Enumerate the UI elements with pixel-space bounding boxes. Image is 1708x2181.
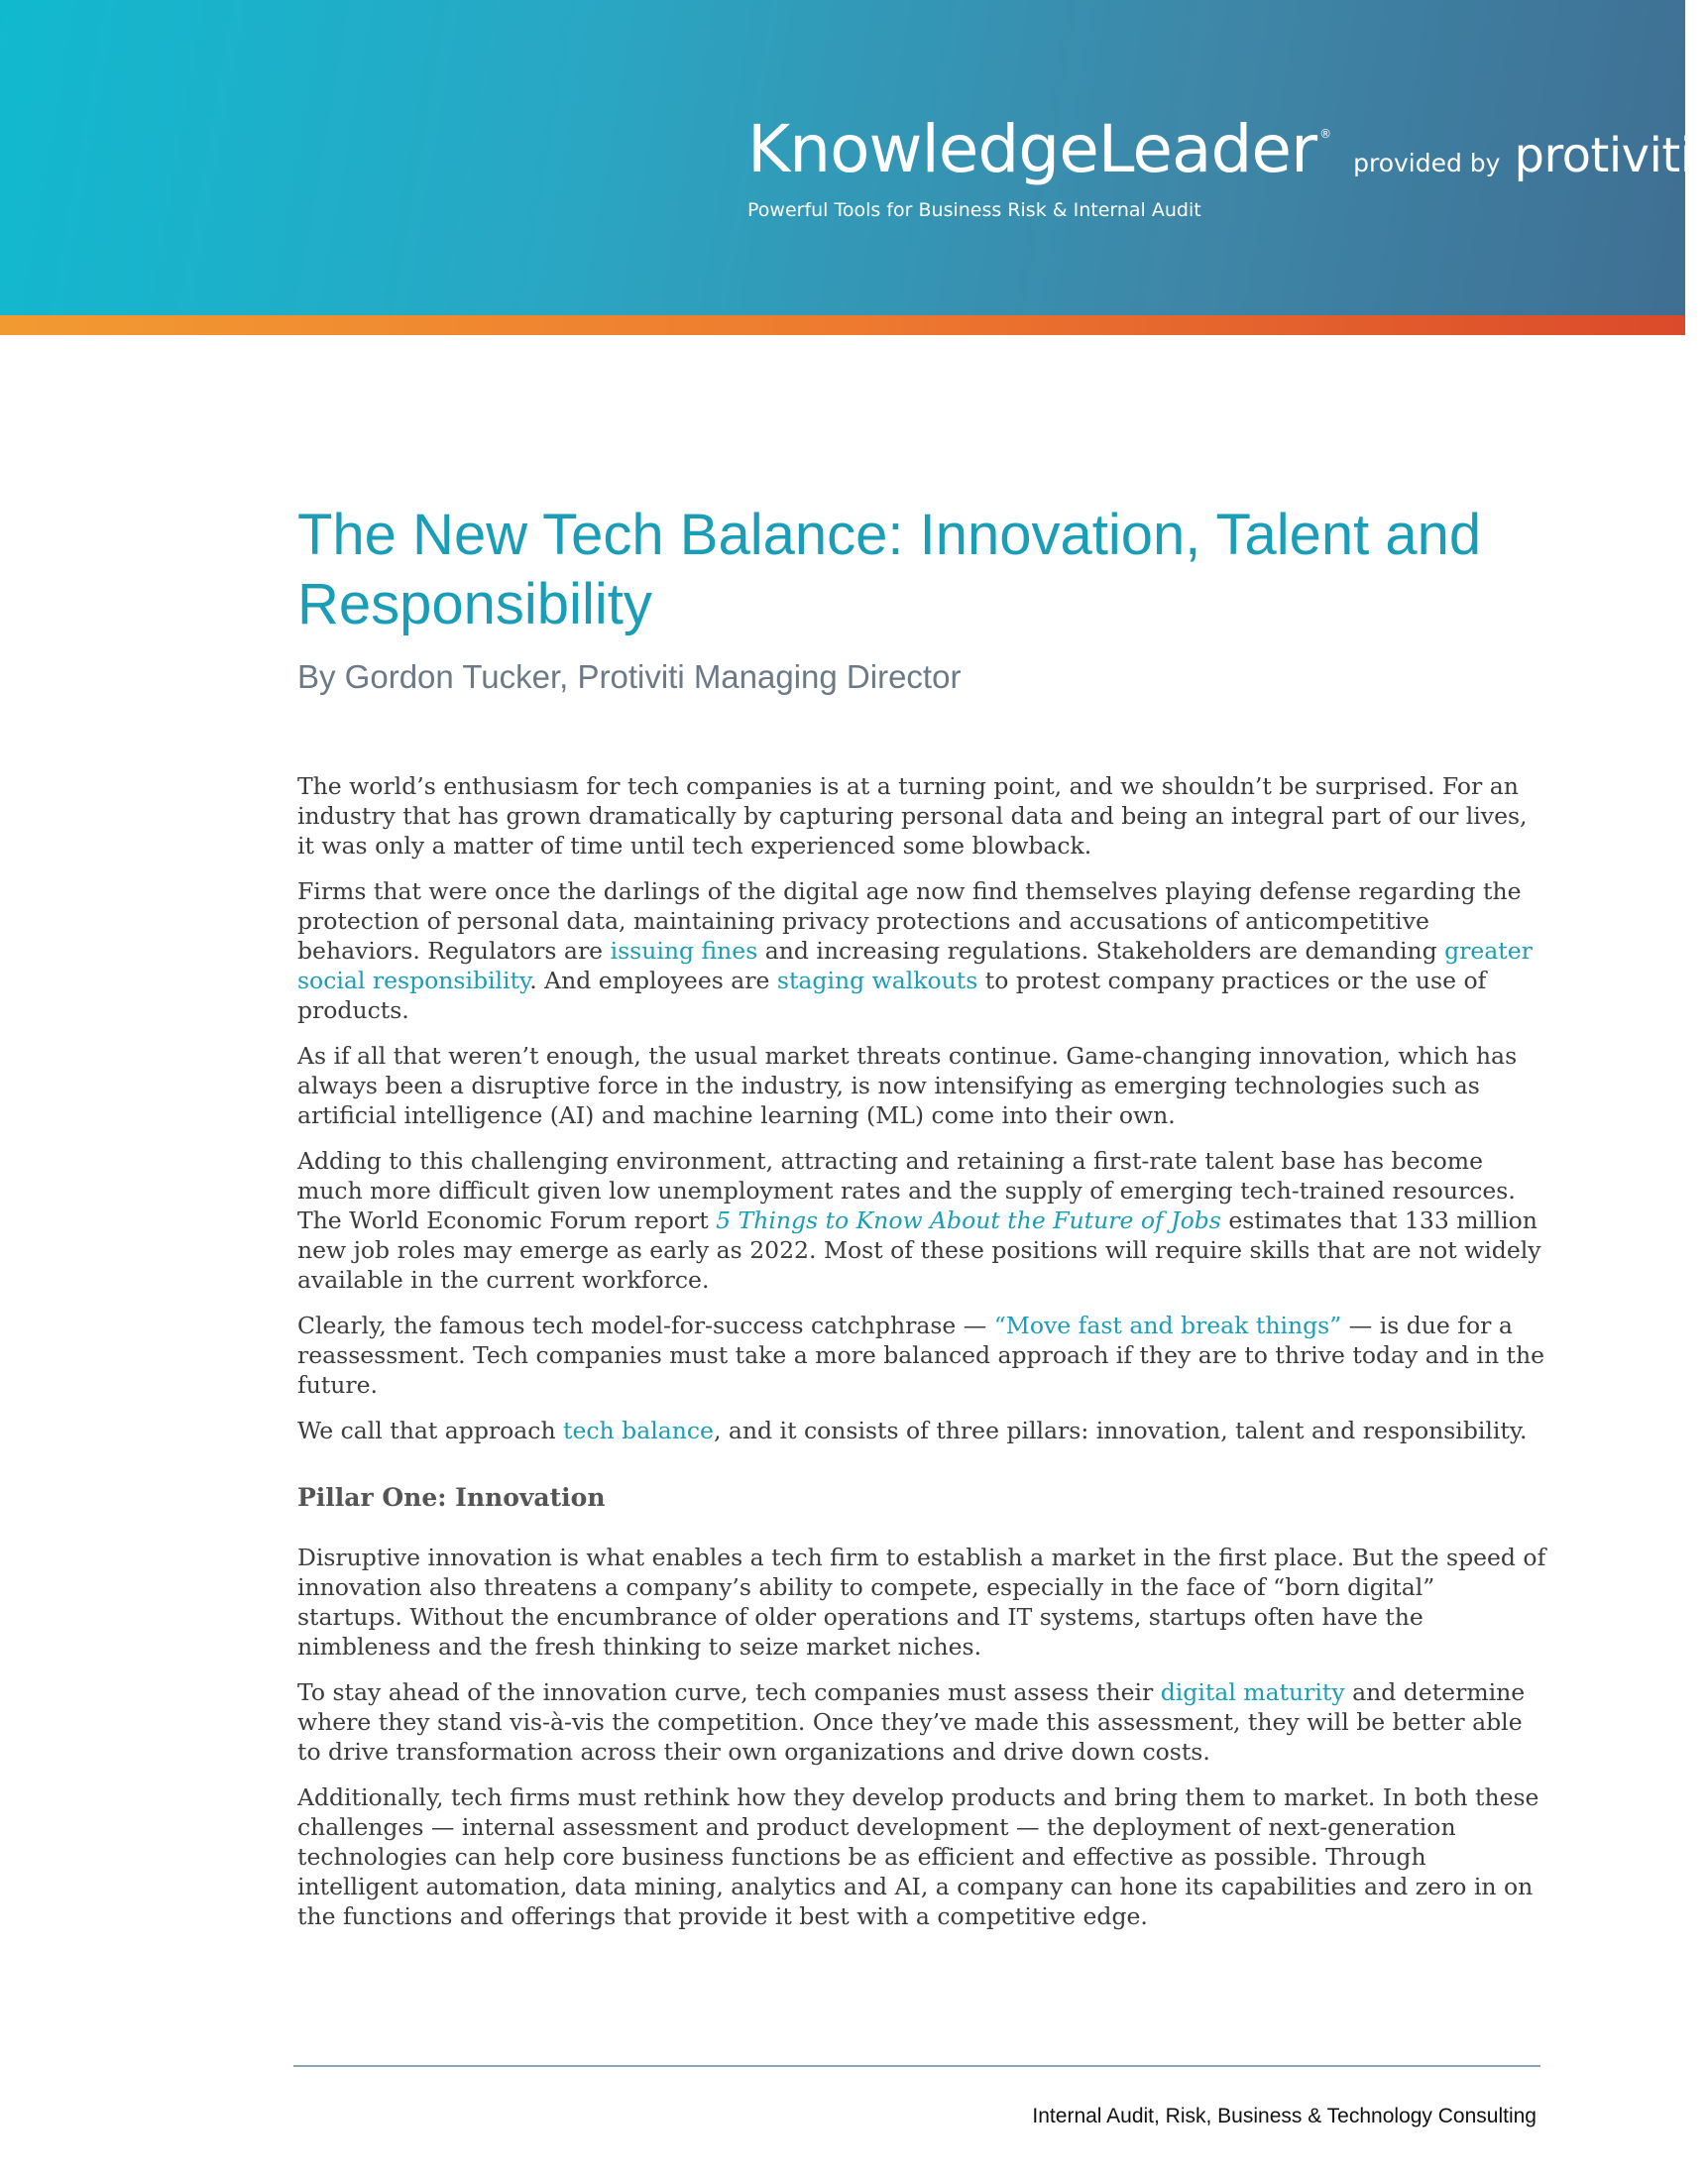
paragraph-9: Additionally, tech firms must rethink how they develop products and bring them to market. In both these challenges — internal assessment and product development — the deployment of next-generation technologies can help core business functions be as efficient and effective as possible. Through intelligent automation, data mining, analytics and AI, a company can hone its capabilities and zero in on the functions and offerings that provide it best with a competitive edge. (297, 1783, 1539, 1930)
paragraph-5 (297, 1311, 1546, 1400)
link-digital-maturity[interactable]: digital maturity (1160, 1678, 1345, 1706)
text-span: and increasing regulations. Stakeholders are demanding (757, 937, 1445, 965)
company-name: protiviti (1514, 128, 1693, 183)
section-heading-innovation: Pillar One: Innovation (297, 1483, 606, 1512)
paragraph-6 (297, 1416, 1546, 1445)
link-staging-walkouts[interactable]: staging walkouts (776, 967, 978, 994)
article-byline: By Gordon Tucker, Protiviti Managing Director (297, 658, 962, 695)
brand-tagline: Powerful Tools for Business Risk & Internal Audit (747, 199, 1201, 221)
text-span: Adding to this challenging environment, attracting and retaining a first-rate talent base has become much more difficult given low unemployment rates and the supply of emerging tech-trained resources. The World Economic Forum report (297, 1147, 1516, 1234)
provided-by-label: provided by (1353, 149, 1501, 177)
paragraph-2 (297, 876, 1546, 1025)
article-title: The New Tech Balance: Innovation, Talent and Responsibility (297, 503, 1482, 636)
link-greater-social-responsibility[interactable]: greater social responsibility (297, 937, 1533, 994)
footer-divider (293, 2065, 1540, 2067)
paragraph-4 (297, 1146, 1546, 1295)
paragraph-1: The world’s enthusiasm for tech companies is at a turning point, and we shouldn’t be surprised. For an industry that has grown dramatically by capturing personal data and being an integral part of our lives, it was only a matter of time until tech experienced some blowback. (297, 772, 1528, 860)
text-span: . And employees are (529, 967, 777, 994)
text-span: We call that approach (297, 1417, 564, 1444)
link-future-of-jobs-report[interactable]: 5 Things to Know About the Future of Jobs (716, 1206, 1221, 1234)
brand-registered-mark: ® (1319, 127, 1332, 141)
link-move-fast-and-break-things[interactable]: “Move fast and break things” (993, 1312, 1342, 1339)
paragraph-7: Disruptive innovation is what enables a tech firm to establish a market in the first place. But the speed of innovation also threatens a company’s ability to compete, especially in the face of “born digital” startups. Without the encumbrance of older operations and IT systems, startups often have the nimbleness and the fresh thinking to seize market niches. (297, 1544, 1546, 1661)
link-issuing-fines[interactable]: issuing fines (610, 937, 758, 965)
brand-logo (747, 111, 1708, 221)
text-span: and determine where they stand vis-à-vis the competition. Once they’ve made this assessment, they will be better able to drive transformation across their own organizations and drive down costs. (297, 1678, 1526, 1766)
paragraph-3: As if all that weren’t enough, the usual market threats continue. Game-changing innovation, which has always been a disruptive force in the industry, is now intensifying as emerging technologies such as artificial intelligence (AI) and machine learning (ML) come into their own. (297, 1042, 1518, 1129)
paragraph-8 (297, 1677, 1546, 1767)
accent-bar (0, 315, 1685, 335)
link-tech-balance[interactable]: tech balance (563, 1417, 714, 1444)
brand-name: KnowledgeLeader (747, 111, 1317, 187)
text-span: estimates that 133 million new job roles may emerge as early as 2022. Most of these positions will require skills that are not widely available in the current workforce. (297, 1206, 1541, 1294)
article-body (297, 771, 1546, 1947)
company-registered-mark: ® (1695, 137, 1708, 151)
text-span: to protest company practices or the use of products. (297, 967, 1487, 1024)
text-span: To stay ahead of the innovation curve, tech companies must assess their (297, 1678, 1161, 1706)
header-banner (0, 0, 1708, 315)
text-span: Firms that were once the darlings of the digital age now find themselves playing defense regarding the protection of personal data, maintaining privacy protections and accusations of anticompetitive behaviors. Regulators are (297, 877, 1522, 965)
footer-text: Internal Audit, Risk, Business & Technology Consulting (1032, 2105, 1537, 2127)
text-span: — is due for a reassessment. Tech companies must take a more balanced approach if they are to thrive today and in the future. (297, 1312, 1545, 1399)
text-span: Clearly, the famous tech model-for-success catchphrase — (297, 1312, 994, 1339)
text-span: , and it consists of three pillars: innovation, talent and responsibility. (713, 1417, 1528, 1444)
